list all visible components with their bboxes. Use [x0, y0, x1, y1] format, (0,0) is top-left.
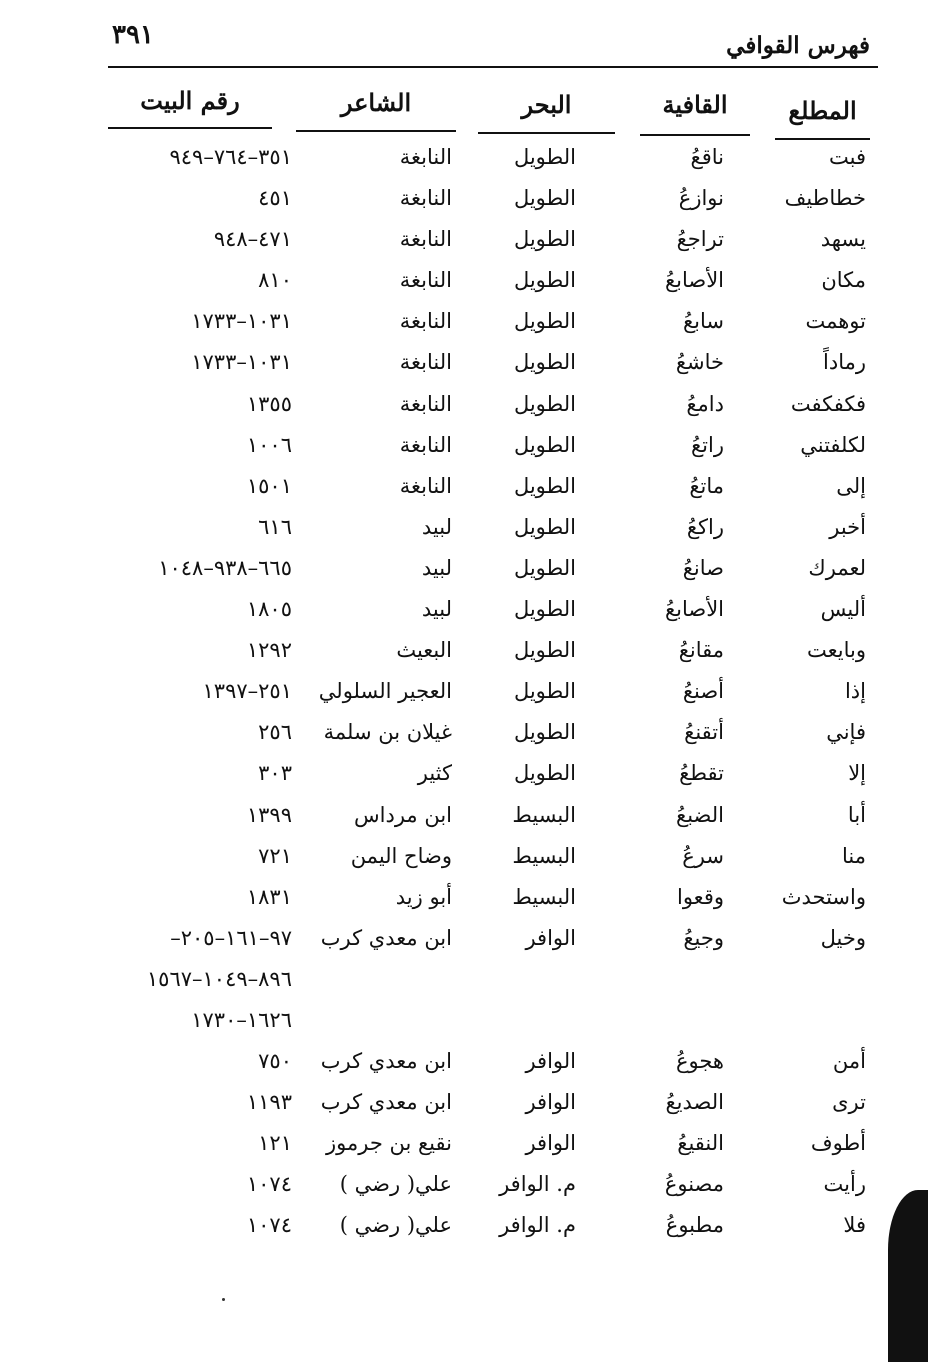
cell-bahr: الطويل — [513, 761, 576, 786]
cell-raqm: ٣٥١–٧٦٤–٩٤٩ — [169, 145, 292, 169]
cell-raqm: ١٢٩٢ — [246, 638, 292, 663]
table-row — [0, 720, 928, 761]
cell-matla: واستحدث — [781, 884, 866, 909]
cell-qafiya: النقيعُ — [677, 1131, 724, 1156]
cell-matla: فبت — [829, 145, 866, 169]
cell-qafiya: وجيعُ — [683, 925, 724, 950]
column-header-bahr: البحر — [521, 90, 572, 119]
cell-raqm: ١٦٢٦–١٧٣٠ — [191, 1007, 292, 1032]
cell-shaer: غيلان بن سلمة — [323, 720, 452, 745]
cell-qafiya: هجوعُ — [675, 1049, 724, 1074]
cell-matla: وبايعت — [807, 638, 866, 663]
cell-shaer: نقيع بن جرموز — [326, 1131, 452, 1156]
cell-shaer: النابغة — [399, 350, 452, 375]
cell-raqm: ٩٧–١٦١–٢٠٥– — [170, 925, 292, 950]
header-rule — [108, 66, 878, 68]
cell-bahr: الطويل — [513, 227, 576, 252]
cell-shaer: ابن معدي كرب — [320, 1049, 452, 1074]
cell-bahr: م. الوافر — [499, 1172, 576, 1197]
cell-raqm: ١٠٧٤ — [246, 1213, 292, 1238]
cell-shaer: كثير — [417, 761, 452, 786]
index-table — [0, 145, 928, 1255]
cell-shaer: النابغة — [399, 309, 452, 334]
cell-qafiya: ناقعُ — [690, 145, 724, 169]
cell-matla: إذا — [844, 679, 866, 704]
cell-qafiya: مطبوعُ — [665, 1213, 724, 1238]
cell-matla: أبا — [847, 802, 866, 827]
table-row — [0, 1049, 928, 1090]
cell-bahr: الوافر — [525, 1049, 576, 1074]
cell-qafiya: أتقنعُ — [684, 720, 724, 745]
table-row — [0, 597, 928, 638]
cell-matla: إلى — [836, 473, 866, 498]
table-row — [0, 392, 928, 433]
cell-shaer: النابغة — [399, 186, 452, 211]
cell-shaer: علي( رضي ) — [339, 1172, 452, 1197]
cell-raqm: ١٣٩٩ — [246, 802, 292, 827]
cell-matla: فلا — [843, 1213, 866, 1238]
cell-bahr: الطويل — [513, 268, 576, 293]
cell-matla: أخبر — [829, 514, 866, 539]
cell-qafiya: ماتعُ — [689, 473, 724, 498]
cell-raqm: ١١٩٣ — [246, 1090, 292, 1115]
cell-bahr: الطويل — [513, 350, 576, 375]
cell-shaer: وضاح اليمن — [350, 843, 452, 868]
cell-bahr: الوافر — [525, 925, 576, 950]
cell-raqm: ٢٥٦ — [258, 720, 292, 745]
cell-raqm: ٦٦٥–٩٣٨–١٠٤٨ — [158, 555, 292, 580]
cell-raqm: ١٣٥٥ — [246, 391, 292, 416]
cell-matla: رأيت — [823, 1172, 866, 1197]
cell-matla: رماداً — [823, 350, 866, 375]
cell-qafiya: راتعُ — [691, 432, 724, 457]
cell-raqm: ١٠٣١–١٧٣٣ — [191, 350, 292, 375]
cell-bahr: الطويل — [513, 555, 576, 580]
cell-shaer: النابغة — [399, 268, 452, 293]
cell-bahr: الطويل — [513, 391, 576, 416]
cell-bahr: البسيط — [512, 843, 576, 868]
cell-matla: أمن — [832, 1049, 866, 1074]
cell-raqm: ٤٧١–٩٤٨ — [213, 227, 292, 252]
table-row — [0, 679, 928, 720]
column-header-shaer: الشاعر — [340, 88, 412, 117]
column-header-matla: المطلع — [788, 96, 857, 125]
column-rule-bahr — [478, 132, 615, 134]
cell-raqm: ١٥٠١ — [246, 473, 292, 498]
cell-raqm: ٧٢١ — [258, 843, 292, 868]
cell-qafiya: الصديعُ — [665, 1090, 724, 1115]
table-row — [0, 885, 928, 926]
cell-raqm: ٢٥١–١٣٩٧ — [202, 679, 292, 704]
table-row — [0, 638, 928, 679]
cell-shaer: أبو زيد — [395, 884, 452, 909]
cell-bahr: الطويل — [513, 720, 576, 745]
cell-bahr: الطويل — [513, 638, 576, 663]
cell-matla: ترى — [832, 1090, 866, 1115]
table-row — [0, 515, 928, 556]
cell-qafiya: مصنوعُ — [664, 1172, 724, 1197]
cell-qafiya: الأصابعُ — [664, 597, 724, 622]
table-row — [0, 844, 928, 885]
cell-matla: خطاطيف — [784, 186, 866, 211]
table-row — [0, 268, 928, 309]
cell-shaer: النابغة — [399, 391, 452, 416]
cell-raqm: ٣٠٣ — [258, 761, 292, 786]
cell-bahr: م. الوافر — [499, 1213, 576, 1238]
cell-matla: إلا — [848, 761, 866, 786]
cell-raqm: ١٠٣١–١٧٣٣ — [191, 309, 292, 334]
cell-qafiya: تراجعُ — [676, 227, 724, 252]
cell-bahr: الوافر — [525, 1131, 576, 1156]
table-row — [0, 474, 928, 515]
cell-matla: منا — [842, 843, 866, 868]
ink-speck — [222, 1298, 225, 1301]
cell-bahr: الطويل — [513, 679, 576, 704]
table-row — [0, 1008, 928, 1049]
cell-raqm: ١٠٧٤ — [246, 1172, 292, 1197]
cell-bahr: الطويل — [513, 432, 576, 457]
cell-matla: لعمرك — [808, 555, 866, 580]
cell-shaer: ابن مرداس — [354, 802, 452, 827]
page-title: فهرس القوافي — [726, 32, 870, 59]
cell-bahr: البسيط — [512, 884, 576, 909]
cell-bahr: الطويل — [513, 145, 576, 169]
table-row — [0, 1213, 928, 1254]
cell-qafiya: دامعُ — [686, 391, 724, 416]
table-row — [0, 227, 928, 268]
cell-bahr: البسيط — [512, 802, 576, 827]
cell-shaer: العجير السلولي — [318, 679, 452, 704]
cell-raqm: ١٢١ — [258, 1131, 292, 1156]
cell-qafiya: صانعُ — [682, 555, 724, 580]
column-rule-qafiya — [640, 134, 750, 136]
cell-qafiya: الضبعُ — [676, 802, 724, 827]
table-row — [0, 350, 928, 391]
page-number: ٣٩١ — [112, 20, 154, 50]
cell-matla: لكلفتني — [800, 432, 866, 457]
cell-raqm: ١٨٣١ — [246, 884, 292, 909]
cell-shaer: النابغة — [399, 227, 452, 252]
table-row — [0, 1172, 928, 1213]
table-row — [0, 761, 928, 802]
table-row — [0, 1131, 928, 1172]
cell-raqm: ٨٩٦–١٠٤٩–١٥٦٧ — [146, 966, 292, 991]
cell-matla: وخيل — [820, 925, 866, 950]
table-row — [0, 433, 928, 474]
column-rule-raqm — [108, 127, 272, 129]
cell-shaer: ابن معدي كرب — [320, 925, 452, 950]
table-row — [0, 186, 928, 227]
cell-bahr: الطويل — [513, 309, 576, 334]
cell-qafiya: الأصابعُ — [664, 268, 724, 293]
cell-shaer: لبيد — [421, 555, 452, 580]
cell-shaer: البعيث — [396, 638, 452, 663]
cell-matla: يسهد — [820, 227, 866, 252]
page-edge-shadow — [888, 1190, 928, 1362]
table-row — [0, 145, 928, 186]
cell-qafiya: نوازعُ — [678, 186, 724, 211]
cell-qafiya: أصنعُ — [682, 679, 724, 704]
cell-shaer: النابغة — [399, 145, 452, 169]
cell-matla: فإني — [826, 720, 866, 745]
column-header-raqm: رقم البيت — [140, 86, 240, 115]
cell-qafiya: وقعوا — [677, 884, 724, 909]
column-rule-matla — [775, 138, 870, 140]
table-row — [0, 1090, 928, 1131]
cell-qafiya: مقانعُ — [678, 638, 724, 663]
cell-shaer: النابغة — [399, 432, 452, 457]
cell-shaer: ابن معدي كرب — [320, 1090, 452, 1115]
table-row — [0, 803, 928, 844]
cell-raqm: ٦١٦ — [258, 514, 292, 539]
table-row — [0, 309, 928, 350]
cell-matla: أطوف — [810, 1131, 866, 1156]
cell-bahr: الطويل — [513, 597, 576, 622]
cell-qafiya: راكعُ — [686, 514, 724, 539]
cell-bahr: الطويل — [513, 514, 576, 539]
cell-shaer: لبيد — [421, 597, 452, 622]
cell-raqm: ٨١٠ — [258, 268, 292, 293]
column-header-qafiya: القافية — [662, 90, 728, 119]
column-rule-shaer — [296, 130, 456, 132]
table-row — [0, 967, 928, 1008]
cell-qafiya: خاشعُ — [675, 350, 724, 375]
cell-bahr: الطويل — [513, 473, 576, 498]
cell-matla: فكفكفت — [790, 391, 866, 416]
cell-raqm: ٤٥١ — [258, 186, 292, 211]
cell-shaer: لبيد — [421, 514, 452, 539]
cell-shaer: النابغة — [399, 473, 452, 498]
cell-qafiya: سابعُ — [682, 309, 724, 334]
cell-bahr: الوافر — [525, 1090, 576, 1115]
table-row — [0, 556, 928, 597]
cell-qafiya: تقطعُ — [679, 761, 724, 786]
table-row — [0, 926, 928, 967]
cell-matla: أليس — [820, 597, 866, 622]
cell-matla: توهمت — [805, 309, 866, 334]
cell-bahr: الطويل — [513, 186, 576, 211]
cell-shaer: علي( رضي ) — [339, 1213, 452, 1238]
cell-qafiya: سرعُ — [682, 843, 724, 868]
cell-matla: مكان — [821, 268, 866, 293]
cell-raqm: ١٨٠٥ — [246, 597, 292, 622]
cell-raqm: ٧٥٠ — [258, 1049, 292, 1074]
cell-raqm: ١٠٠٦ — [246, 432, 292, 457]
